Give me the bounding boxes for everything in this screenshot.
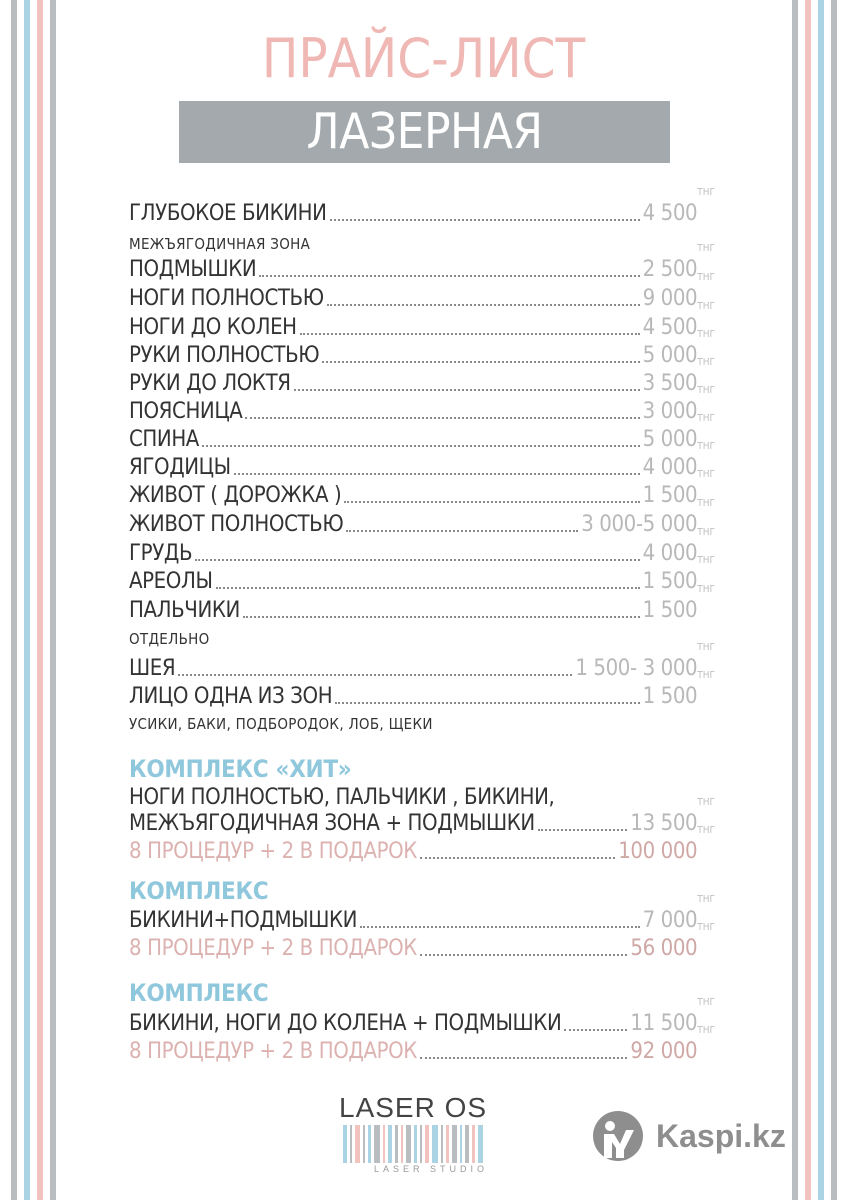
- price-row: [129, 357, 715, 398]
- complex-description: НОГИ ПОЛНОСТЬЮ, ПАЛЬЧИКИ , БИКИНИ,: [129, 785, 555, 810]
- stripe: [831, 0, 837, 1200]
- barcode-bar: [432, 1125, 438, 1163]
- currency-label: ТНГ: [697, 385, 715, 396]
- price-amount: 100 000: [618, 839, 698, 864]
- currency-label: ТНГ: [697, 498, 715, 509]
- currency-label: ТНГ: [697, 825, 715, 836]
- stripe: [805, 0, 811, 1200]
- barcode-bar: [425, 1125, 429, 1163]
- package-row: [129, 922, 715, 963]
- dot-leader: [178, 674, 572, 676]
- currency-label: ТНГ: [697, 187, 715, 198]
- price-row: [129, 670, 715, 711]
- dot-leader: [245, 417, 639, 419]
- price-row: [129, 584, 715, 625]
- service-label: ЛИЦО ОДНА ИЗ ЗОН: [129, 684, 333, 709]
- price-row: [129, 441, 715, 482]
- currency-label: ТНГ: [697, 357, 715, 368]
- dot-leader: [420, 954, 627, 956]
- complex-title: КОМПЛЕКС: [129, 877, 269, 905]
- barcode-bar: [355, 1125, 360, 1163]
- stripe: [50, 0, 56, 1200]
- stripe: [24, 0, 30, 1200]
- price-row: [129, 301, 715, 342]
- price-value: [642, 670, 715, 711]
- currency-label: ТНГ: [697, 413, 715, 424]
- dot-leader: [202, 445, 640, 447]
- barcode-bar: [472, 1125, 475, 1163]
- price-amount: 3 000-5 000: [581, 512, 698, 537]
- barcode-bar: [395, 1125, 398, 1163]
- service-label: ЖИВОТ ПОЛНОСТЬЮ: [129, 512, 344, 537]
- price-amount: 3 000: [642, 399, 698, 424]
- currency-label: ТНГ: [697, 527, 715, 538]
- service-label: ПОДМЫШКИ: [129, 257, 257, 282]
- complex-title: КОМПЛЕКС: [129, 979, 269, 1007]
- currency-label: ТНГ: [697, 670, 715, 681]
- price-amount: 1 500: [642, 483, 698, 508]
- service-label: ГРУДЬ: [129, 541, 193, 566]
- kaspi-badge: [592, 1108, 786, 1164]
- dot-leader: [259, 275, 639, 277]
- dot-leader: [330, 219, 640, 221]
- service-label: 8 ПРОЦЕДУР + 2 В ПОДАРОК: [129, 839, 417, 864]
- stripe: [37, 0, 43, 1200]
- logo-text: LASER OS: [339, 1092, 488, 1123]
- service-label: ПОЯСНИЦА: [129, 399, 243, 424]
- dot-leader: [538, 829, 628, 831]
- service-label: РУКИ ПОЛНОСТЬЮ: [129, 343, 320, 368]
- price-amount: 4 500: [642, 201, 698, 226]
- barcode-bar: [478, 1125, 483, 1163]
- stripe: [792, 0, 798, 1200]
- dot-leader: [346, 530, 578, 532]
- service-note: УСИКИ, БАКИ, ПОДБОРОДОК, ЛОБ, ЩЕКИ: [129, 715, 433, 733]
- currency-label: ТНГ: [697, 555, 715, 566]
- price-row: [129, 498, 715, 539]
- currency-label: ТНГ: [697, 441, 715, 452]
- price-amount: 92 000: [630, 1039, 698, 1064]
- dot-leader: [294, 389, 640, 391]
- price-value: [575, 642, 715, 683]
- currency-label: ТНГ: [697, 922, 715, 933]
- price-amount: 3 500: [642, 371, 698, 396]
- currency-label: ТНГ: [697, 272, 715, 283]
- dot-leader: [327, 304, 640, 306]
- barcode-bar: [363, 1125, 365, 1163]
- dot-leader: [243, 616, 640, 618]
- barcode-bar: [343, 1125, 347, 1163]
- service-label: ШЕЯ: [129, 656, 176, 681]
- currency-label: ТНГ: [697, 894, 715, 905]
- barcode-bar: [446, 1125, 449, 1163]
- package-row: [129, 825, 715, 866]
- price-amount: 13 500: [630, 811, 698, 836]
- barcode-bar: [406, 1125, 411, 1163]
- dot-leader: [234, 473, 640, 475]
- service-label: НОГИ ДО КОЛЕН: [129, 315, 297, 340]
- dot-leader: [300, 333, 640, 335]
- price-value: [581, 498, 715, 539]
- price-row: [129, 997, 715, 1038]
- service-label: БИКИНИ, НОГИ ДО КОЛЕНА + ПОДМЫШКИ: [129, 1011, 562, 1036]
- barcode-bar: [368, 1125, 371, 1163]
- currency-label: ТНГ: [697, 584, 715, 595]
- stripe: [818, 0, 824, 1200]
- page-title: ПРАЙС-ЛИСТ: [261, 27, 586, 90]
- dot-leader: [564, 1029, 627, 1031]
- dot-leader: [360, 926, 640, 928]
- price-row: [129, 272, 715, 313]
- barcode-bar: [374, 1125, 380, 1163]
- currency-label: ТНГ: [697, 997, 715, 1008]
- price-row: [129, 329, 715, 370]
- barcode-bar: [414, 1125, 417, 1163]
- page-subtitle: ЛАЗЕРНАЯ ЭПИЛЯЦИЯ: [179, 101, 670, 163]
- price-amount: 4 500: [642, 315, 698, 340]
- barcode-bar: [383, 1125, 385, 1163]
- price-amount: 7 000: [642, 908, 698, 933]
- price-row: [129, 469, 715, 510]
- barcode-bar: [441, 1125, 443, 1163]
- price-row: [129, 642, 715, 683]
- price-amount: 1 500: [642, 569, 698, 594]
- service-label: ПАЛЬЧИКИ: [129, 598, 240, 623]
- dot-leader: [322, 361, 639, 363]
- dot-leader: [344, 501, 639, 503]
- dot-leader: [420, 1057, 627, 1059]
- dot-leader: [216, 587, 640, 589]
- price-amount: 9 000: [642, 286, 698, 311]
- currency-label: ТНГ: [697, 243, 715, 254]
- currency-label: ТНГ: [697, 1025, 715, 1036]
- barcode-bar: [460, 1125, 462, 1163]
- service-note: МЕЖЪЯГОДИЧНАЯ ЗОНА: [129, 235, 311, 253]
- price-row: [129, 527, 715, 568]
- service-label: 8 ПРОЦЕДУР + 2 В ПОДАРОК: [129, 1039, 417, 1064]
- price-value: [642, 584, 715, 625]
- price-amount: 5 000: [642, 427, 698, 452]
- service-label: СПИНА: [129, 427, 199, 452]
- barcode-bar: [465, 1125, 469, 1163]
- barcode-bar: [420, 1125, 422, 1163]
- service-label: АРЕОЛЫ: [129, 569, 213, 594]
- barcode-bar: [452, 1125, 457, 1163]
- service-label: ГЛУБОКОЕ БИКИНИ: [129, 201, 327, 226]
- kaspi-label: Kaspi.kz: [656, 1117, 786, 1154]
- stripe: [11, 0, 17, 1200]
- kaspi-logo-icon: [592, 1110, 644, 1162]
- price-row: [129, 555, 715, 596]
- currency-label: ТНГ: [697, 469, 715, 480]
- price-row: [129, 894, 715, 935]
- dot-leader: [335, 702, 639, 704]
- price-value: [630, 1025, 715, 1066]
- service-label: НОГИ ПОЛНОСТЬЮ: [129, 286, 324, 311]
- price-amount: 56 000: [630, 936, 698, 961]
- dot-leader: [195, 559, 639, 561]
- package-row: [129, 1025, 715, 1066]
- service-label: БИКИНИ+ПОДМЫШКИ: [129, 908, 358, 933]
- price-value: [642, 187, 715, 228]
- logo-subtitle: LASER STUDIO: [373, 1164, 488, 1174]
- dot-leader: [420, 857, 615, 859]
- price-amount: 1 500: [642, 684, 698, 709]
- price-amount: 5 000: [642, 343, 698, 368]
- price-value: [618, 825, 715, 866]
- logo-barcode-icon: [343, 1125, 519, 1163]
- barcode-bar: [388, 1125, 392, 1163]
- price-amount: 2 500: [642, 257, 698, 282]
- barcode-bar: [350, 1125, 352, 1163]
- service-label: ЯГОДИЦЫ: [129, 455, 231, 480]
- price-row: [129, 385, 715, 426]
- service-label: 8 ПРОЦЕДУР + 2 В ПОДАРОК: [129, 936, 417, 961]
- currency-label: ТНГ: [697, 329, 715, 340]
- price-row: [129, 413, 715, 454]
- price-amount: 1 500: [642, 598, 698, 623]
- price-amount: 1 500- 3 000: [575, 656, 698, 681]
- currency-label: ТНГ: [697, 301, 715, 312]
- service-label: ЖИВОТ ( ДОРОЖКА ): [129, 483, 342, 508]
- price-value: [630, 922, 715, 963]
- barcode-bar: [401, 1125, 403, 1163]
- service-label: РУКИ ДО ЛОКТЯ: [129, 371, 291, 396]
- price-amount: 11 500: [630, 1011, 698, 1036]
- service-label: МЕЖЪЯГОДИЧНАЯ ЗОНА + ПОДМЫШКИ: [129, 811, 535, 836]
- currency-label: ТНГ: [697, 642, 715, 653]
- price-amount: 4 000: [642, 455, 698, 480]
- price-amount: 4 000: [642, 541, 698, 566]
- price-row: [129, 187, 715, 228]
- service-note: ОТДЕЛЬНО: [129, 630, 210, 648]
- complex-title: КОМПЛЕКС «ХИТ»: [129, 755, 352, 783]
- currency-label: ТНГ: [697, 797, 715, 808]
